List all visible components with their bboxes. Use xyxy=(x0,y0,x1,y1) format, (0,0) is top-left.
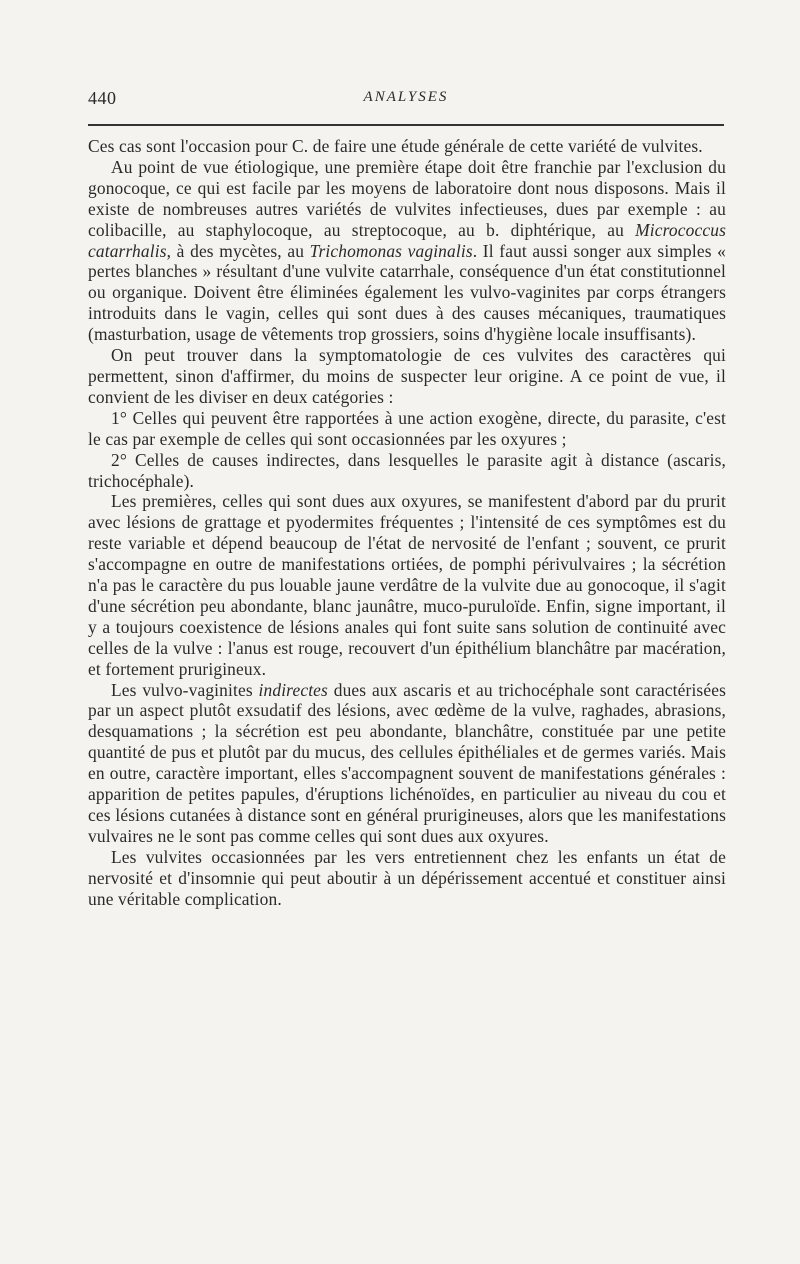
paragraph-text: 1° Celles qui peuvent être rapportées à une action exogène, directe, du parasite, c'est le cas par exemple de celles qui sont occasionnées par les oxyures ; xyxy=(88,407,726,449)
paragraph-text: On peut trouver dans la symptomatologie de ces vulvites des caractères qui permettent, sinon d'affirmer, du moins de suspecter leur origine. A ce point de vue, il convient de les diviser en deux catégories : xyxy=(88,345,726,407)
page-header xyxy=(88,88,724,114)
paragraph-etiology xyxy=(88,157,726,345)
paragraph-category-2 xyxy=(88,450,726,492)
emphasis-text: indirectes xyxy=(258,679,328,700)
paragraph-conclusion xyxy=(88,847,726,910)
page-number: 440 xyxy=(88,88,117,108)
species-name: Micrococcus catarrhalis xyxy=(88,219,726,261)
paragraph-text: Au point de vue étiologique, une première étape doit être franchie par l'exclusion du gonocoque, ce qui est facile par les moyens de laboratoire dont nous disposons. Mais il existe de nombreuses autres variétés de vulvites infectieuses, dues par exemple : au colibacille, au staphylocoque, au streptocoque, au b. diphtérique, au xyxy=(88,156,726,240)
paragraph-text: . Il faut aussi songer aux simples « pertes blanches » résultant d'une vulvite catarrhale, conséquence d'un état constitutionnel ou organique. Doivent être éliminées également les vulvo-vaginites par corps étrangers introduits dans le vagin, celles qui sont dues à des causes mécaniques, traumatiques (masturbation, usage de vêtements trop grossiers, soins d'hygiène locale insuffisants). xyxy=(88,240,727,345)
running-title: ANALYSES xyxy=(363,89,449,105)
paragraph-text: , à des mycètes, au xyxy=(166,240,310,261)
paragraph-text: dues aux ascaris et au trichocéphale sont caractérisées par un aspect plutôt exsudatif des lésions, avec œdème de la vulve, raghades, abrasions, desquamations ; la sécrétion est peu abondante, blanchâtre, constituée par une petite quantité de pus et plutôt par du mucus, des cellules épithéliales et de germes variés. Mais en outre, caractère important, elles s'accompagnent souvent de manifestations générales : apparition de petites papules, d'éruptions lichénoïdes, en particulier au niveau du cou et ces lésions cutanées à distance sont en général prurigineuses, alors que les manifestations vulvaires ne le sont pas comme celles qui sont dues aux oxyures. xyxy=(88,679,726,846)
header-rule xyxy=(88,124,724,126)
paragraph-text: Les vulvo-vaginites xyxy=(111,679,259,700)
paragraph-oxyures xyxy=(88,491,726,679)
paragraph-symptomatology xyxy=(88,345,726,408)
paragraph-intro xyxy=(88,136,726,157)
paragraph-category-1 xyxy=(88,408,726,450)
species-name: Trichomonas vaginalis xyxy=(309,240,473,261)
paragraph-text: Ces cas sont l'occasion pour C. de faire une étude générale de cette variété de vulvites. xyxy=(88,136,703,156)
paragraph-indirect xyxy=(88,680,726,847)
paragraph-text: Les vulvites occasionnées par les vers entretiennent chez les enfants un état de nervosité et d'insomnie qui peut aboutir à un dépérissement accentué et constituer ainsi une véritable complication. xyxy=(88,846,726,909)
body-text xyxy=(88,136,726,910)
paragraph-text: 2° Celles de causes indirectes, dans lesquelles le parasite agit à distance (ascaris, trichocéphale). xyxy=(88,449,726,491)
paragraph-text: Les premières, celles qui sont dues aux oxyures, se manifestent d'abord par du prurit avec lésions de grattage et pyodermites fréquentes ; l'intensité de ces symptômes est du reste variable et dépend beaucoup de l'état de nervosité de l'enfant ; souvent, ce prurit s'accompagne en outre de manifestations ortiées, de pomphi périvulvaires ; la sécrétion n'a pas le caractère du pus louable jaune verdâtre de la vulvite due au gonocoque, il s'agit d'une sécrétion peu abondante, blanc jaunâtre, muco-puruloïde. Enfin, signe important, il y a toujours coexistence de lésions anales qui font suite sans solution de continuité avec celles de la vulve : l'anus est rouge, recouvert d'un épithélium blanchâtre par macération, et fortement prurigineux. xyxy=(88,491,726,679)
